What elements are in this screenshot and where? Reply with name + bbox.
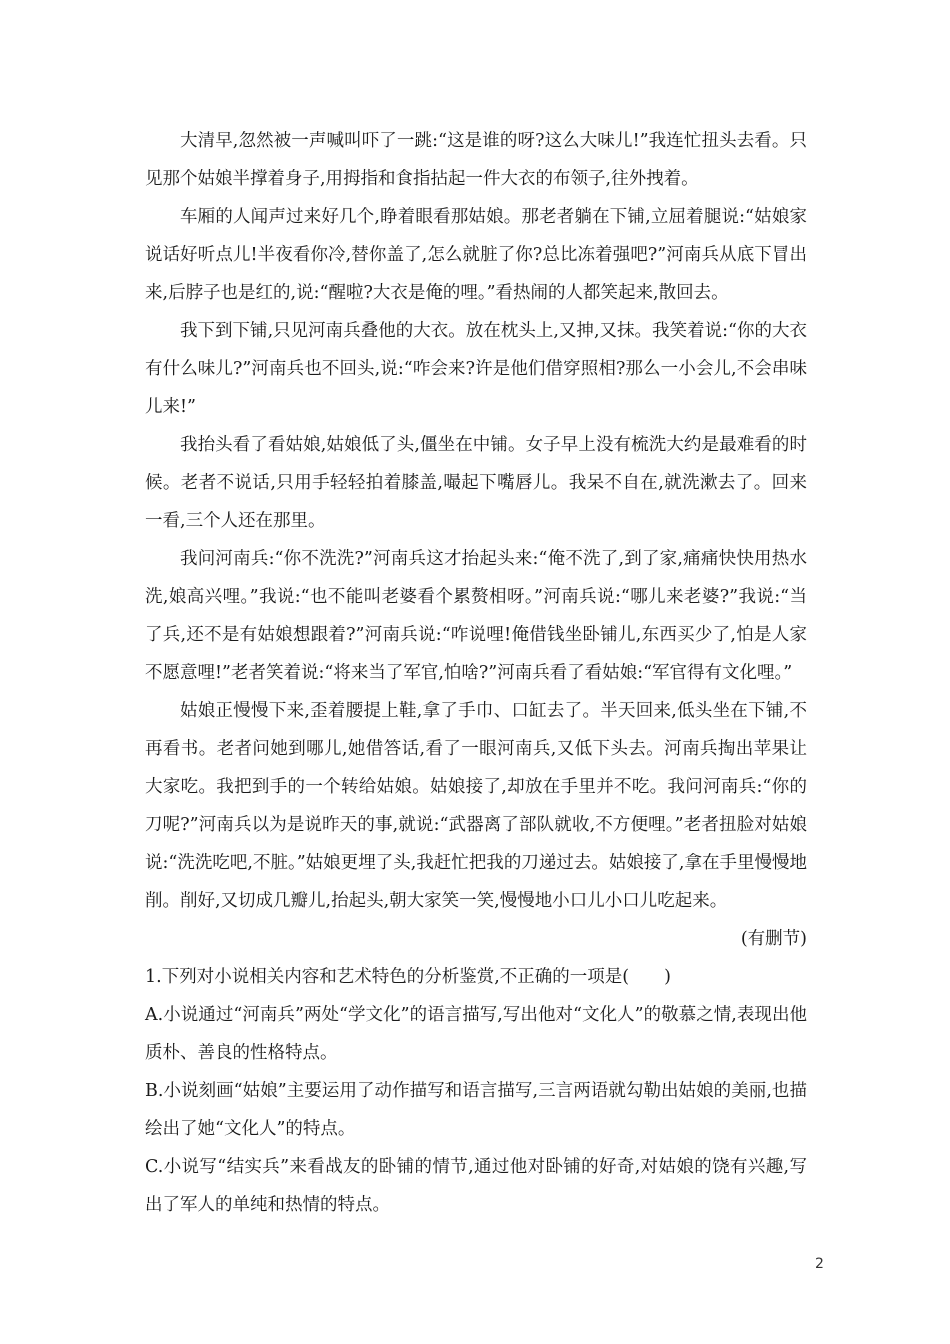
option-a: A.小说通过“河南兵”两处“学文化”的语言描写,写出他对“文化人”的敬慕之情,表现出他质朴、善良的性格特点。: [145, 1005, 807, 1063]
source-note: (有删节): [740, 929, 807, 949]
passage-paragraph-6: 姑娘正慢慢下来,歪着腰提上鞋,拿了手巾、口缸去了。半天回来,低头坐在下铺,不再看书。老者问她到哪儿,她借答话,看了一眼河南兵,又低下头去。河南兵掏出苹果让大家吃。我把到手的一个转给姑娘。姑娘接了,却放在手里并不吃。我问河南兵:“你的刀呢?”河南兵以为是说昨天的事,就说:“武器离了部队就收,不方便哩。”老者扭脸对姑娘说:“洗洗吃吧,不脏。”姑娘更埋了头,我赶忙把我的刀递过去。姑娘接了,拿在手里慢慢地削。削好,又切成几瓣儿,抬起头,朝大家笑一笑,慢慢地小口儿小口儿吃起来。: [145, 701, 807, 911]
option-b: B.小说刻画“姑娘”主要运用了动作描写和语言描写,三言两语就勾勒出姑娘的美丽,也描绘出了她“文化人”的特点。: [145, 1081, 807, 1139]
option-c: C.小说写“结实兵”来看战友的卧铺的情节,通过他对卧铺的好奇,对姑娘的饶有兴趣,写出了军人的单纯和热情的特点。: [145, 1157, 807, 1215]
page-content: [145, 122, 807, 1224]
passage-paragraph-1: 大清早,忽然被一声喊叫吓了一跳:“这是谁的呀?这么大味儿!”我连忙扭头去看。只见那个姑娘半撑着身子,用拇指和食指拈起一件大衣的布领子,往外拽着。: [145, 131, 807, 189]
passage-paragraph-5: 我问河南兵:“你不洗洗?”河南兵这才抬起头来:“俺不洗了,到了家,痛痛快快用热水洗,娘高兴哩。”我说:“也不能叫老婆看个累赘相呀。”河南兵说:“哪儿来老婆?”我说:“当了兵,还不是有姑娘想跟着?”河南兵说:“咋说哩!俺借钱坐卧铺儿,东西买少了,怕是人家不愿意哩!”老者笑着说:“将来当了军官,怕啥?”河南兵看了看姑娘:“军官得有文化哩。”: [145, 549, 807, 683]
passage-paragraph-3: 我下到下铺,只见河南兵叠他的大衣。放在枕头上,又抻,又抹。我笑着说:“你的大衣有什么味儿?”河南兵也不回头,说:“咋会来?许是他们借穿照相?那么一小会儿,不会串味儿来!”: [145, 321, 807, 417]
passage-paragraph-2: 车厢的人闻声过来好几个,睁着眼看那姑娘。那老者躺在下铺,立屈着腿说:“姑娘家说话好听点儿!半夜看你冷,替你盖了,怎么就脏了你?总比冻着强吧?”河南兵从底下冒出来,后脖子也是红的,说:“醒啦?大衣是俺的哩。”看热闹的人都笑起来,散回去。: [145, 207, 807, 303]
page-number: 2: [815, 1256, 824, 1272]
question-stem: 1.下列对小说相关内容和艺术特色的分析鉴赏,不正确的一项是( ): [145, 967, 671, 987]
passage-paragraph-4: 我抬头看了看姑娘,姑娘低了头,僵坐在中铺。女子早上没有梳洗大约是最难看的时候。老者不说话,只用手轻轻拍着膝盖,嘬起下嘴唇儿。我呆不自在,就洗漱去了。回来一看,三个人还在那里。: [145, 435, 807, 531]
